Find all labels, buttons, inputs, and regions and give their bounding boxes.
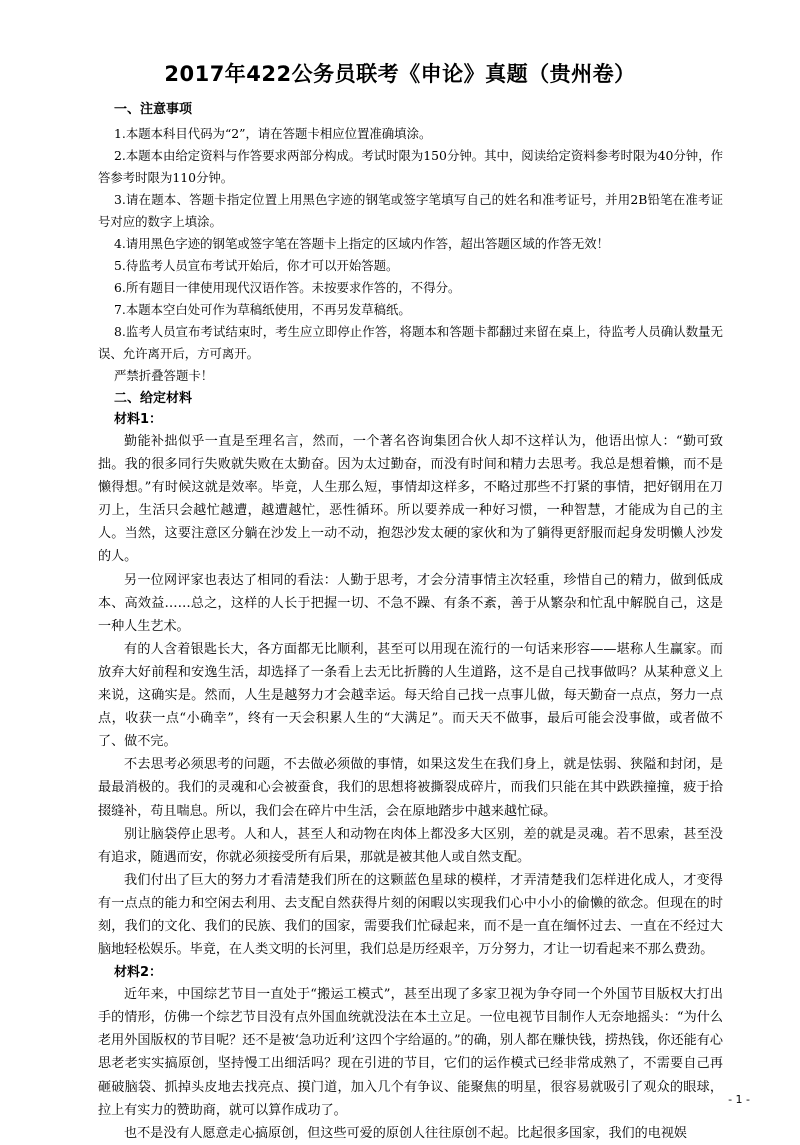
section-heading-notes: 一、注意事项: [114, 102, 193, 117]
note-item: 1.本题本科目代码为“2”，请在答题卡相应位置准确填涂。: [114, 126, 432, 141]
note-item: 8.监考人员宣布考试结束时，考生应立即停止作答，将题本和答题卡都翻过来留在桌上，待监考人员确认数量无误、允许离开后，方可离开。: [98, 324, 723, 361]
note-item: 7.本题本空白处可作为草稿纸使用，不再另发草稿纸。: [114, 302, 411, 317]
page-title: 2017年422公务员联考《申论》真题（贵州卷）: [164, 62, 636, 86]
paragraph: 勤能补拙似乎一直是至理名言，然而，一个著名咨询集团合伙人却不这样认为，他语出惊人：“勤可致拙。我的很多同行失败就失败在太勤奋。因为太过勤奋，而没有时间和精力去思考。我总是想着懒，而不是懒得想。”有时候这就是效率。毕竟，人生那么短，事情却这样多，不略过那些不打紧的事情，把好钢用在刀刃上，生活只会越忙越遭，越遭越忙，恶性循环。所以要养成一种好习惯，一种智慧，才能成为自己的主人。当然，这要注意区分躺在沙发上一动不动，抱怨沙发太硬的家伙和为了躺得更舒服而起身发明懒人沙发的人。: [98, 434, 723, 565]
section-heading-materials: 二、给定材料: [114, 391, 193, 406]
paragraph: 我们付出了巨大的努力才看清楚我们所在的这颗蓝色星球的模样，才弄清楚我们怎样进化成人，才变得有一点点的能力和空闲去利用、去支配自然获得片刻的闲暇以实现我们心中小小的偷懒的欲念。但现在的时刻，我们的文化、我们的民族、我们的国家，需要我们忙碌起来，而不是一直在缅怀过去、一直在不经过大脑地轻松娱乐。毕竟，在人类文明的长河里，我们总是历经艰辛，万分努力，才让一切看起来不那么费劲。: [98, 872, 723, 958]
paragraph: 不去思考必须思考的问题，不去做必须做的事情，如果这发生在我们身上，就是怯弱、狭隘和封闭，是最最消极的。我们的灵魂和心会被蚕食，我们的思想将被撕裂成碎片，而我们只能在其中跌跌撞撞，疲于拾掇缝补，苟且喘息。所以，我们会在碎片中生活，会在原地踏步中越来越忙碌。: [98, 757, 723, 819]
note-item: 6.所有题目一律使用现代汉语作答。未按要求作答的，不得分。: [114, 280, 461, 295]
paragraph: 有的人含着银匙长大，各方面都无比顺利，甚至可以用现在流行的一句话来形容——堪称人生赢家。而放弃大好前程和安逸生活，却选择了一条看上去无比折腾的人生道路，这不是自己找事做吗？从某种意义上来说，这确实是。然而，人生是越努力才会越幸运。每天给自己找一点事儿做，每天勤奋一点点，努力一点点，收获一点“小确幸”，终有一天会积累人生的“大满足”。而天天不做事，最后可能会没事做，或者做不了、做不完。: [98, 641, 723, 750]
page-number: - 1 -: [728, 1093, 750, 1106]
paragraph: 另一位网评家也表达了相同的看法：人勤于思考，才会分清事情主次轻重，珍惜自己的精力，做到低成本、高效益……总之，这样的人长于把握一切、不急不躁、有条不紊，善于从繁杂和忙乱中解脱自己，这是一种人生艺术。: [98, 572, 723, 634]
notes-list: [98, 123, 723, 387]
note-item: 5.待监考人员宣布考试开始后，你才可以开始答题。: [114, 258, 399, 273]
material-1-heading: 材料1：: [114, 412, 163, 427]
note-warning: 严禁折叠答题卡！: [114, 368, 214, 383]
paragraph: 近年来，中国综艺节目一直处于“搬运工模式”，甚至出现了多家卫视为争夺同一个外国节目版权大打出手的情形，仿佛一个综艺节目没有点外国血统就没法在本土立足。一位电视节目制作人无奈地摇头：“为什么老用外国版权的节目呢？还不是被‘急功近利’这四个字给逼的。”的确，别人都在赚快钱，捞热钱，你还能有心思老老实实搞原创，坚持慢工出细活吗？现在引进的节目，它们的运作模式已经非常成熟了，不需要自己再砸破脑袋、抓掉头皮地去找亮点、摸门道，加入几个有争议、能聚焦的明星，很容易就吸引了观众的眼球，拉上有实力的赞助商，就可以算作成功了。: [98, 987, 723, 1118]
document-body: [98, 100, 723, 1145]
note-item: 4.请用黑色字迹的钢笔或签字笔在答题卡上指定的区域内作答，超出答题区域的作答无效！: [114, 236, 610, 251]
material-1-body: [98, 430, 723, 961]
note-item: 3.请在题本、答题卡指定位置上用黑色字迹的钢笔或签字笔填写自己的姓名和准考证号，并用2B铅笔在准考证号对应的数字上填涂。: [98, 192, 723, 229]
paragraph: 别让脑袋停止思考。人和人，甚至人和动物在肉体上都没多大区别，差的就是灵魂。若不思索，甚至没有追求，随遇而安，你就必须接受所有后果，那就是被其他人或自然支配。: [98, 826, 723, 865]
paragraph: 也不是没有人愿意走心搞原创，但这些可爱的原创人往往原创不起。比起很多国家，我们的电视娱: [124, 1125, 688, 1141]
material-2-heading: 材料2：: [114, 965, 163, 981]
note-item: 2.本题本由给定资料与作答要求两部分构成。考试时限为150分钟。其中，阅读给定资料参考时限为40分钟，作答参考时限为110分钟。: [98, 148, 723, 185]
material-2-body: [98, 983, 723, 1145]
